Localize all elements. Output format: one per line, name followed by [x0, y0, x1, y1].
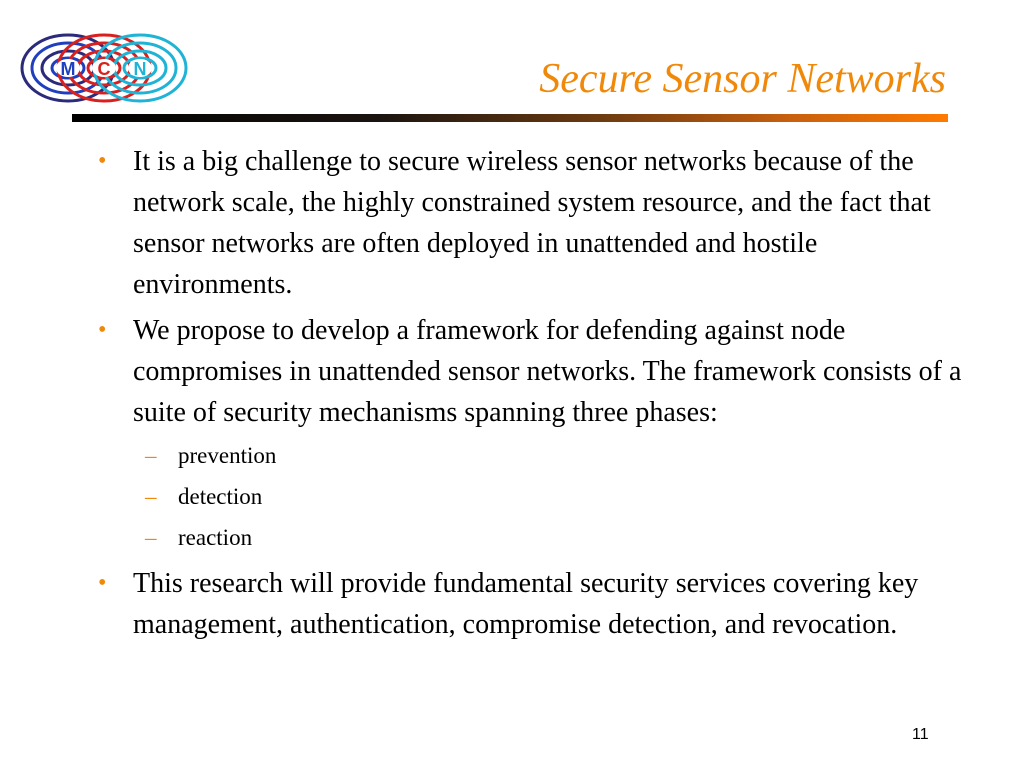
sub-bullet-marker: – — [145, 525, 157, 550]
sub-bullet-text: prevention — [178, 443, 277, 468]
bullet-marker: • — [98, 570, 107, 596]
bullet-text: We propose to develop a framework for defending against node compromises in unattended sensor networks. The framework consists of a suite of security mechanisms spanning three phases: — [133, 315, 962, 428]
slide-title: Secure Sensor Networks — [539, 56, 946, 102]
bullet-item — [92, 310, 962, 558]
logo-letter-m: M — [60, 59, 76, 79]
page-number: 11 — [912, 726, 929, 743]
logo-letter-n: N — [133, 59, 147, 79]
sub-bullet-item — [133, 435, 962, 476]
bullet-item — [92, 141, 962, 305]
sub-bullet-text: detection — [178, 484, 263, 509]
bullet-marker: • — [98, 148, 107, 174]
bullet-text: It is a big challenge to secure wireless sensor networks because of the network scale, the highly constrained system resource, and the fact that sensor networks are often deployed in unattended and hostile environments. — [133, 146, 931, 300]
sub-bullet-list — [133, 435, 962, 558]
logo-letter-c: C — [97, 59, 111, 79]
bullet-item — [92, 563, 962, 645]
sub-bullet-text: reaction — [178, 525, 253, 550]
sub-bullet-marker: – — [145, 484, 157, 509]
bullet-marker: • — [98, 317, 107, 343]
sub-bullet-marker: – — [145, 443, 157, 468]
bullet-text: This research will provide fundamental security services covering key management, authentication, compromise detection, and revocation. — [133, 568, 919, 640]
sub-bullet-item — [133, 517, 962, 558]
bullet-list — [92, 141, 962, 650]
sub-bullet-item — [133, 476, 962, 517]
title-underline — [72, 114, 948, 122]
mcn-logo — [14, 28, 190, 112]
